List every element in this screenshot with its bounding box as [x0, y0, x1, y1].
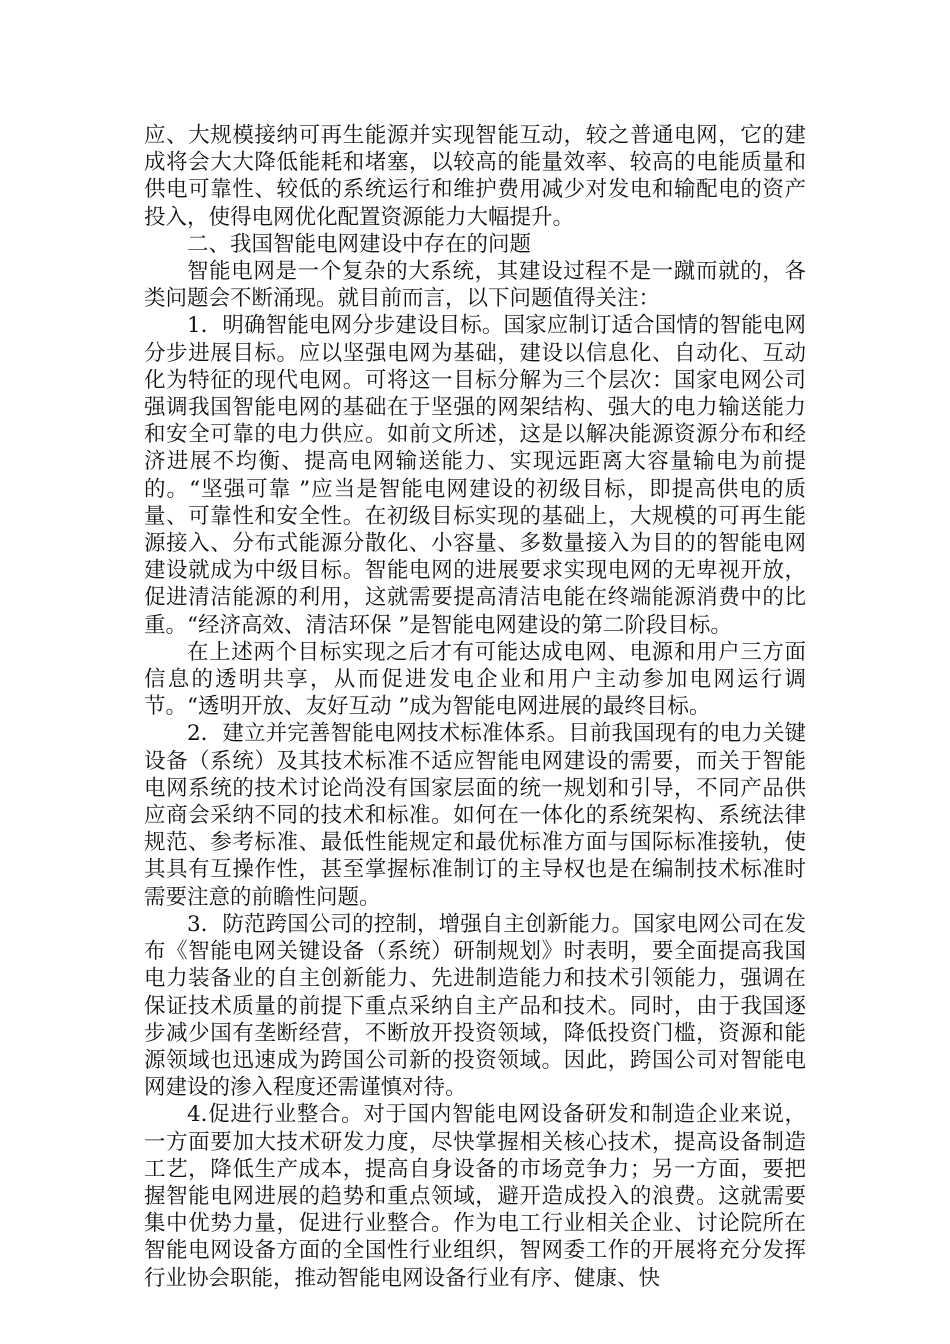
body-paragraph-intro: 智能电网是一个复杂的大系统，其建设过程不是一蹴而就的，各类问题会不断涌现。就目前而言，以下问题值得关注：: [144, 259, 806, 312]
section-heading: 二、我国智能电网建设中存在的问题: [187, 231, 532, 257]
body-paragraph-continued: 应、大规模接纳可再生能源并实现智能互动，较之普通电网，它的建成将会大大降低能耗和堵塞，以较高的能量效率、较高的电能质量和供电可靠性、较低的系统运行和维护费用减少对发电和输配电的资产投入，使得电网优化配置资源能力大幅提升。: [144, 123, 806, 230]
body-paragraph-item-1-cont: 在上述两个目标实现之后才有可能达成电网、电源和用户三方面信息的透明共享，从而促进发电企业和用户主动参加电网运行调节。“透明开放、友好互动 ”成为智能电网进展的最终目标。: [144, 639, 806, 720]
document-body: [144, 122, 806, 1292]
body-paragraph-item-2: 2．建立并完善智能电网技术标准体系。目前我国现有的电力关键设备（系统）及其技术标准不适应智能电网建设的需要，而关于智能电网系统的技术讨论尚没有国家层面的统一规划和引导，不同产品供应商会采纳不同的技术和标准。如何在一体化的系统架构、系统法律规范、参考标准、最低性能规定和最优标准方面与国际标准接轨，使其具有互操作性，甚至掌握标准制订的主导权也是在编制技术标准时需要注意的前瞻性问题。: [144, 721, 806, 910]
body-paragraph-item-4: 4.促进行业整合。对于国内智能电网设备研发和制造企业来说，一方面要加大技术研发力度，尽快掌握相关核心技术，提高设备制造工艺，降低生产成本，提高自身设备的市场竞争力；另一方面，要把握智能电网进展的趋势和重点领域，避开造成投入的浪费。这就需要集中优势力量，促进行业整合。作为电工行业相关企业、讨论院所在智能电网设备方面的全国性行业组织，智网委工作的开展将充分发挥行业协会职能，推动智能电网设备行业有序、健康、快: [144, 1102, 806, 1291]
body-paragraph-item-1: 1．明确智能电网分步建设目标。国家应制订适合国情的智能电网分步进展目标。应以坚强电网为基础，建设以信息化、自动化、互动化为特征的现代电网。可将这一目标分解为三个层次：国家电网公司强调我国智能电网的基础在于坚强的网架结构、强大的电力输送能力和安全可靠的电力供应。如前文所述，这是以解决能源资源分布和经济进展不均衡、提高电网输送能力、实现远距离大容量输电为前提的。“坚强可靠 ”应当是智能电网建设的初级目标，即提高供电的质量、可靠性和安全性。在初级目标实现的基础上，大规模的可再生能源接入、分布式能源分散化、小容量、多数量接入为目的的智能电网建设就成为中级目标。智能电网的进展要求实现电网的无卑视开放，促进清洁能源的利用，这就需要提高清洁电能在终端能源消费中的比重。“经济高效、清洁环保 ”是智能电网建设的第二阶段目标。: [144, 313, 806, 638]
body-paragraph-item-3: 3．防范跨国公司的控制，增强自主创新能力。国家电网公司在发布《智能电网关键设备（系统）研制规划》时表明，要全面提高我国电力装备业的自主创新能力、先进制造能力和技术引领能力，强调在保证技术质量的前提下重点采纳自主产品和技术。同时，由于我国逐步减少国有垄断经营，不断放开投资领域，降低投资门槛，资源和能源领域也迅速成为跨国公司新的投资领域。因此，跨国公司对智能电网建设的渗入程度还需谨慎对待。: [144, 911, 806, 1101]
